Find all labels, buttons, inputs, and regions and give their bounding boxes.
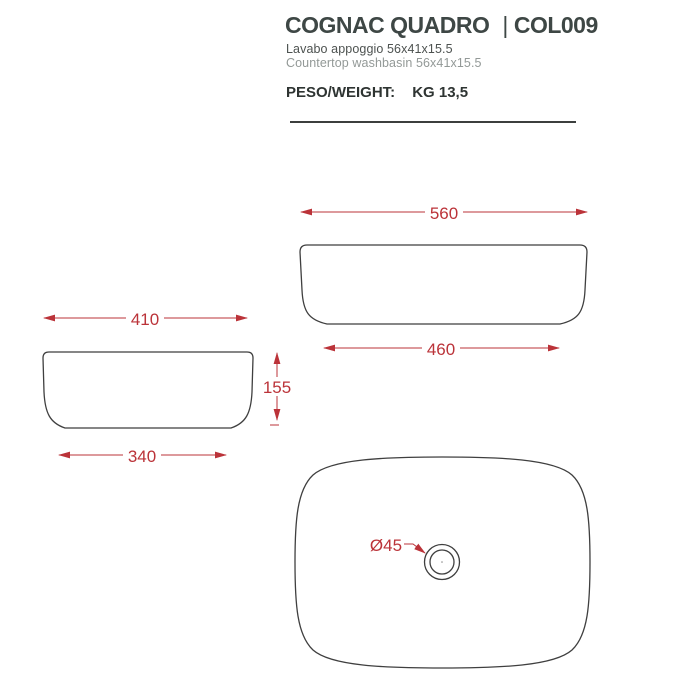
- drain-center-dot: [441, 561, 443, 563]
- product-name: COGNAC QUADRO: [285, 12, 490, 38]
- weight-value: KG 13,5: [412, 84, 469, 101]
- drain-leader-line: [404, 544, 425, 553]
- dim-value-560: 560: [429, 204, 459, 223]
- title-separator: |: [502, 12, 508, 38]
- description-italian: Lavabo appoggio 56x41x15.5: [286, 42, 453, 56]
- drain-diameter-label: Ø45: [369, 536, 403, 555]
- weight-label: PESO/WEIGHT:: [286, 84, 396, 101]
- front-view-outline: [300, 245, 587, 324]
- dim-value-460: 460: [426, 340, 456, 359]
- description-english: Countertop washbasin 56x41x15.5: [286, 56, 482, 70]
- dim-value-340: 340: [127, 447, 157, 466]
- product-code: COL009: [513, 12, 598, 38]
- dim-value-155: 155: [262, 378, 292, 397]
- dim-value-410: 410: [130, 310, 160, 329]
- side-view-outline: [43, 352, 253, 428]
